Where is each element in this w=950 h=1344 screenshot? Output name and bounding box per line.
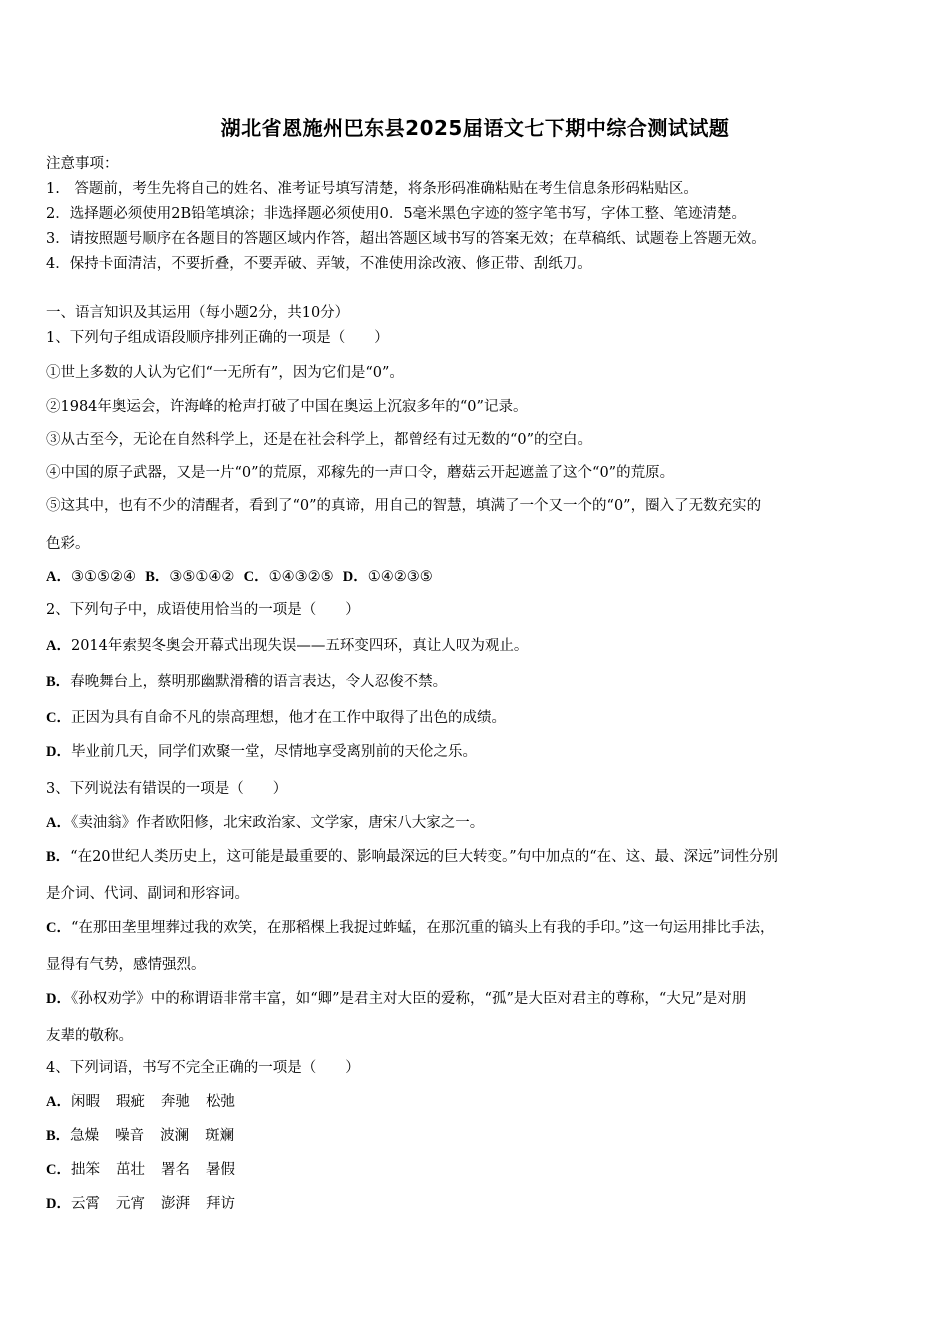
word: 拙笨	[70, 1162, 100, 1178]
option-label: B．	[46, 1128, 71, 1144]
word: 急燥	[70, 1128, 100, 1144]
option-text: 《卖油翁》作者欧阳修，北宋政治家、文学家，唐宋八大家之一。	[70, 815, 485, 831]
word: 松弛	[205, 1094, 235, 1110]
option-text: 2014年索契冬奥会开幕式出现失误——五环变四环，真让人叹为观止。	[70, 638, 529, 654]
notice-item: 4．保持卡面清洁，不要折叠，不要弄破、弄皱，不准使用涂改液、修正带、刮纸刀。	[46, 256, 592, 272]
word: 闲暇	[70, 1094, 100, 1110]
notice-item: 1. 答题前，考生先将自己的姓名、准考证号填写清楚，将条形码准确粘贴在考生信息条形码粘贴区。	[46, 181, 698, 197]
option-label: D．	[46, 991, 71, 1007]
q3-option-continued: 显得有气势，感情强烈。	[46, 957, 206, 973]
option-text: 春晚舞台上，蔡明那幽默滑稽的语言表达，令人忍俊不禁。	[70, 674, 448, 690]
q2-option	[46, 706, 506, 727]
word: 噪音	[115, 1128, 145, 1144]
option-label: D．	[46, 744, 71, 760]
q1-sentence: ②1984年奥运会，许海峰的枪声打破了中国在奥运上沉寂多年的“0”记录。	[46, 399, 528, 415]
word: 澎湃	[160, 1196, 190, 1212]
notice-item: 2．选择题必须使用2B铅笔填涂；非选择题必须使用0．5毫米黑色字迹的签字笔书写，字体工整、笔迹清楚。	[46, 206, 747, 222]
q3-option	[46, 811, 484, 832]
page-title: 湖北省恩施州巴东县2025届语文七下期中综合测试试题	[220, 116, 730, 140]
q3-option-continued: 友辈的敬称。	[46, 1028, 133, 1044]
option-text: 毕业前几天，同学们欢聚一堂，尽情地享受离别前的天伦之乐。	[70, 744, 477, 760]
q1-sentence: ⑤这其中，也有不少的清醒者，看到了“0”的真谛，用自己的智慧，填满了一个又一个的“0”，圈入了无数充实的	[46, 498, 762, 514]
q2-option	[46, 670, 447, 691]
section-heading: 一、语言知识及其运用（每小题2分，共10分）	[46, 305, 350, 321]
option-label: C．	[46, 710, 71, 726]
notice-item: 3．请按照题号顺序在各题目的答题区域内作答，超出答题区域书写的答案无效；在草稿纸、试题卷上答题无效。	[46, 231, 766, 247]
option-text: 《孙权劝学》中的称谓语非常丰富，如“卿”是君主对大臣的爱称，“孤”是大臣对君主的尊称，“大兄”是对朋	[70, 991, 747, 1007]
option-text: ①④③②⑤	[268, 569, 334, 585]
option-text: ①④②③⑤	[367, 569, 433, 585]
option-label: A．	[46, 638, 71, 654]
option-label: B．	[46, 849, 71, 865]
question-4-stem: 4、下列词语，书写不完全正确的一项是（ ）	[46, 1060, 360, 1076]
question-2-stem: 2、下列句子中，成语使用恰当的一项是（ ）	[46, 602, 360, 618]
word: 波澜	[160, 1128, 190, 1144]
q1-sentence: ④中国的原子武器，又是一片“0”的荒原，邓稼先的一声口令，蘑菇云开起遮盖了这个“0”的荒原。	[46, 465, 675, 481]
q3-option	[46, 845, 778, 866]
option-label: C．	[46, 1162, 71, 1178]
word: 署名	[160, 1162, 190, 1178]
word: 拜访	[205, 1196, 235, 1212]
word: 茁壮	[115, 1162, 145, 1178]
word: 瑕疵	[115, 1094, 145, 1110]
option-label: D．	[342, 569, 368, 585]
question-1-stem: 1、下列句子组成语段顺序排列正确的一项是（ ）	[46, 330, 389, 346]
q2-option	[46, 634, 528, 655]
q4-option	[46, 1090, 251, 1111]
q4-option	[46, 1158, 251, 1179]
word: 斑斓	[205, 1128, 235, 1144]
notice-heading: 注意事项：	[46, 156, 119, 172]
word: 奔驰	[160, 1094, 190, 1110]
word: 元宵	[115, 1196, 145, 1212]
option-label: C．	[243, 569, 269, 585]
option-text: “在那田垄里埋葬过我的欢笑，在那稻棵上我捉过蚱蜢，在那沉重的镐头上有我的手印。”这一句运用排比手法，	[70, 920, 775, 936]
q1-sentence: ③从古至今，无论在自然科学上，还是在社会科学上，都曾经有过无数的“0”的空白。	[46, 432, 593, 448]
option-label: B．	[46, 674, 71, 690]
option-label: A．	[46, 815, 71, 831]
word: 云霄	[70, 1196, 100, 1212]
option-label: A．	[46, 569, 71, 585]
q4-option	[46, 1124, 250, 1145]
q3-option	[46, 916, 775, 937]
option-label: A．	[46, 1094, 71, 1110]
option-label: B．	[145, 569, 170, 585]
q3-option	[46, 987, 746, 1008]
option-text: “在20世纪人类历史上，这可能是最重要的、影响最深远的巨大转变。”句中加点的“在、这、最、深远”词性分别	[70, 849, 779, 865]
option-text: ③⑤①④②	[169, 569, 235, 585]
q1-options	[46, 565, 433, 586]
q2-option	[46, 740, 477, 761]
option-label: D．	[46, 1196, 71, 1212]
question-3-stem: 3、下列说法有错误的一项是（ ）	[46, 781, 288, 797]
option-text: ③①⑤②④	[70, 569, 136, 585]
word: 暑假	[205, 1162, 235, 1178]
q4-option	[46, 1192, 251, 1213]
option-text: 正因为具有自命不凡的崇高理想，他才在工作中取得了出色的成绩。	[70, 710, 506, 726]
q3-option-continued: 是介词、代词、副词和形容词。	[46, 886, 249, 902]
q1-sentence-continued: 色彩。	[46, 536, 90, 552]
option-label: C．	[46, 920, 71, 936]
q1-sentence: ①世上多数的人认为它们“一无所有”，因为它们是“0”。	[46, 365, 404, 381]
